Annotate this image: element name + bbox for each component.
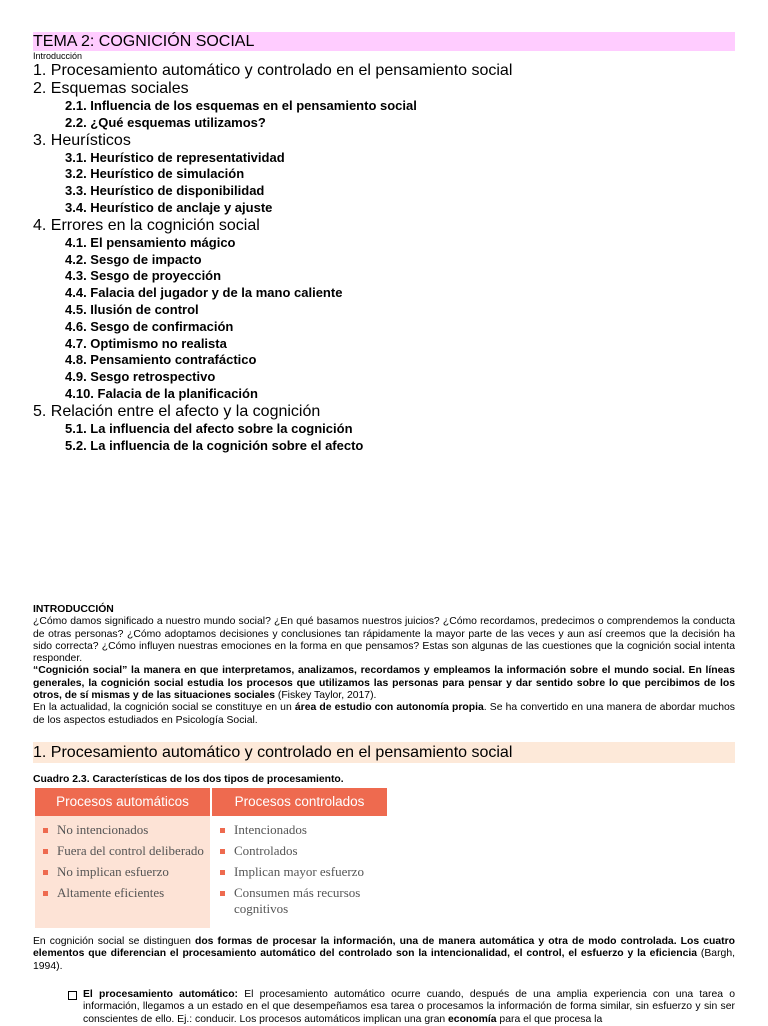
citation-text: (Bargh, 1994). bbox=[33, 948, 735, 972]
introduction-paragraph-3 bbox=[33, 702, 735, 727]
toc-subsection[interactable]: 5.1. La influencia del afecto sobre la cognición bbox=[65, 420, 353, 436]
controlled-processes-column bbox=[212, 788, 387, 928]
bullet-term: El procesamiento automático: bbox=[83, 989, 239, 1000]
list-item bbox=[220, 885, 387, 917]
toc-section-1[interactable]: 1. Procesamiento automático y controlado en el pensamiento social bbox=[33, 62, 513, 79]
list-item-text: No intencionados bbox=[57, 822, 149, 837]
list-item bbox=[43, 864, 210, 880]
toc-subsection[interactable]: 4.7. Optimismo no realista bbox=[65, 335, 227, 351]
toc-subsection[interactable]: 4.6. Sesgo de confirmación bbox=[65, 318, 234, 334]
toc-section-2[interactable]: 2. Esquemas sociales bbox=[33, 80, 189, 97]
emphasis-text: dos formas de procesar la información, una de manera automática y otra de modo controlada. Los cuatro elementos que diferencian el procesamiento automático del controlado son la intencionalidad, el control, el esfuerzo y la eficiencia bbox=[33, 936, 735, 960]
paragraph-text: En la actualidad, la cognición social se constituye en un bbox=[33, 702, 295, 714]
processing-comparison-table bbox=[35, 788, 387, 928]
section-1-heading: 1. Procesamiento automático y controlado en el pensamiento social bbox=[33, 742, 735, 763]
toc-subsection[interactable]: 3.4. Heurístico de anclaje y ajuste bbox=[65, 199, 273, 215]
toc-section-3[interactable]: 3. Heurísticos bbox=[33, 131, 131, 149]
list-item-text: No implican esfuerzo bbox=[57, 864, 169, 879]
document-title: TEMA 2: COGNICIÓN SOCIAL bbox=[33, 32, 735, 51]
introduction-paragraph-1: ¿Cómo damos significado a nuestro mundo social? ¿En qué basamos nuestros juicios? ¿Cómo recordamos, predecimos o comprendemos la conducta de otras personas? ¿Cómo adoptamos decisiones y conclusiones tan rápidamente la mayor parte de las veces y aun así creemos que la decisión ha sido correcta? ¿Cómo influyen nuestras emociones en la forma en que pensamos? Estas son algunas de las cuestiones que la cognición social intenta responder. bbox=[33, 616, 735, 665]
toc-subsection[interactable]: 4.9. Sesgo retrospectivo bbox=[65, 369, 216, 385]
bullet-square-icon bbox=[220, 870, 225, 875]
introduction-heading: INTRODUCCIÓN bbox=[33, 604, 114, 615]
list-item bbox=[220, 822, 387, 838]
emphasis-text: economía bbox=[448, 1013, 497, 1025]
table-of-contents bbox=[33, 62, 735, 454]
emphasis-text: área de estudio con autonomía propia bbox=[294, 702, 484, 714]
bullet-square-icon bbox=[43, 870, 48, 875]
table-caption: Cuadro 2.3. Características de los dos tipos de procesamiento. bbox=[33, 774, 344, 785]
list-item-text: Altamente eficientes bbox=[57, 885, 165, 900]
toc-subsection[interactable]: 4.1. El pensamiento mágico bbox=[65, 234, 236, 250]
toc-intro-link[interactable]: Introducción bbox=[33, 51, 83, 61]
toc-subsection[interactable]: 3.3. Heurístico de disponibilidad bbox=[65, 183, 265, 199]
bullet-square-icon bbox=[220, 828, 225, 833]
bullet-square-icon bbox=[220, 891, 225, 896]
list-item bbox=[220, 864, 387, 880]
list-item-text: Controlados bbox=[234, 843, 298, 858]
list-item bbox=[43, 822, 210, 838]
controlled-processes-header: Procesos controlados bbox=[212, 788, 387, 816]
list-item bbox=[220, 843, 387, 859]
paragraph-text: . Se ha convertido en una manera de abordar muchos de los aspectos estudiados en Psicología Social. bbox=[33, 702, 735, 726]
toc-subsection[interactable]: 3.2. Heurístico de simulación bbox=[65, 166, 245, 182]
list-item-text: Implican mayor esfuerzo bbox=[234, 864, 364, 879]
toc-subsection[interactable]: 3.1. Heurístico de representatividad bbox=[65, 149, 285, 165]
bullet-square-icon bbox=[43, 828, 48, 833]
introduction-paragraph-2 bbox=[33, 665, 735, 702]
citation-text: (Fiskey Taylor, 2017). bbox=[274, 690, 377, 702]
document-page bbox=[33, 32, 736, 1025]
paragraph-text: En cognición social se distinguen bbox=[33, 936, 195, 947]
list-item bbox=[43, 885, 210, 901]
automatic-processes-header: Procesos automáticos bbox=[35, 788, 210, 816]
toc-subsection[interactable]: 4.10. Falacia de la planificación bbox=[65, 385, 258, 401]
automatic-processing-bullet bbox=[83, 989, 735, 1026]
bullet-square-icon bbox=[43, 849, 48, 854]
checkbox-bullet-icon bbox=[68, 991, 77, 1000]
toc-subsection[interactable]: 2.2. ¿Qué esquemas utilizamos? bbox=[65, 114, 266, 130]
toc-section-5[interactable]: 5. Relación entre el afecto y la cognición bbox=[33, 402, 321, 420]
section-1-paragraph bbox=[33, 936, 735, 973]
list-item bbox=[43, 843, 210, 859]
list-item-text: Intencionados bbox=[234, 822, 307, 837]
list-item-text: Consumen más recursos cognitivos bbox=[234, 885, 361, 916]
list-item-text: Fuera del control deliberado bbox=[57, 843, 204, 858]
bullet-square-icon bbox=[220, 849, 225, 854]
toc-subsection[interactable]: 5.2. La influencia de la cognición sobre el afecto bbox=[65, 437, 364, 453]
automatic-processes-column bbox=[35, 788, 210, 928]
toc-subsection[interactable]: 4.2. Sesgo de impacto bbox=[65, 251, 202, 267]
introduction-section bbox=[33, 604, 735, 727]
toc-subsection[interactable]: 4.3. Sesgo de proyección bbox=[65, 268, 222, 284]
definition-bold-text: “Cognición social” la manera en que interpretamos, analizamos, recordamos y empleamos la información sobre el mundo social. En líneas generales, la cognición social estudia los procesos que utilizamos las personas para pensar y dar sentido sobre lo que percibimos de los otros, de sí mismas y de las situaciones sociales bbox=[33, 665, 735, 702]
bullet-square-icon bbox=[43, 891, 48, 896]
toc-subsection[interactable]: 2.1. Influencia de los esquemas en el pensamiento social bbox=[65, 98, 417, 113]
bullet-text: El procesamiento automático ocurre cuando, después de una amplia experiencia con una tarea o información, llegamos a un estado en el que desempeñamos esa tarea o procesamos la información de forma similar, sin esfuerzo y sin ser conscientes de ello. Ej.: conducir. Los procesos automáticos implican una gran bbox=[83, 989, 736, 1025]
toc-subsection[interactable]: 4.5. Ilusión de control bbox=[65, 301, 199, 317]
toc-subsection[interactable]: 4.4. Falacia del jugador y de la mano caliente bbox=[65, 285, 343, 301]
toc-subsection[interactable]: 4.8. Pensamiento contrafáctico bbox=[65, 352, 257, 368]
bullet-text: para el que procesa la bbox=[496, 1013, 603, 1025]
toc-section-4[interactable]: 4. Errores en la cognición social bbox=[33, 216, 260, 234]
